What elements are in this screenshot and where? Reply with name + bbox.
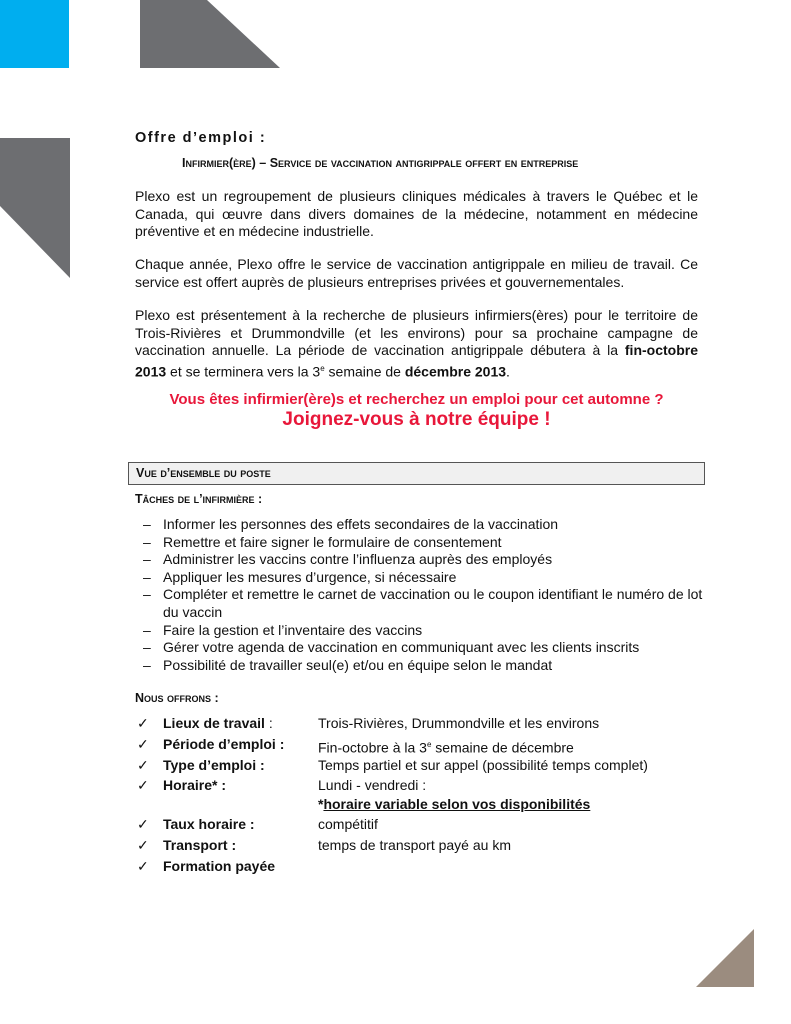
checkmark-icon: ✓: [137, 736, 149, 752]
task-text: Informer les personnes des effets secondaires de la vaccination: [163, 516, 559, 532]
label-text: Lieux de travail: [163, 715, 265, 731]
offer-label: Transport :: [163, 837, 237, 853]
recruitment-paragraph: [135, 307, 698, 381]
offer-value: Lundi - vendredi :: [318, 777, 427, 793]
offer-row: [137, 776, 707, 794]
bottom-right-triangle: [696, 929, 754, 987]
offer-row: [137, 814, 707, 835]
checkmark-icon: ✓: [137, 858, 149, 874]
p3-text: Plexo est présentement à la recherche de plusieurs infirmiers(ères) pour le territoire de Trois-Rivières et Drummondville (et les environs) pour sa prochaine campagne de vaccination annuelle. La période de vaccination antigrippale débutera à la: [135, 307, 698, 358]
offer-value: Trois-Rivières, Drummondville et les environs: [318, 715, 600, 731]
offer-row: [137, 856, 707, 877]
list-item: [143, 516, 703, 534]
checkmark-icon: ✓: [137, 816, 149, 832]
superscript: e: [320, 363, 325, 373]
dash-bullet: –: [143, 586, 151, 603]
top-gray-shape: [140, 0, 280, 68]
offer-label: [163, 713, 273, 734]
list-item: [143, 622, 703, 640]
intro-paragraph: Plexo est un regroupement de plusieurs cliniques médicales à travers le Québec et le Canada, qui œuvre dans divers domaines de la médecine, notamment en médecine préventive et en médecine industrielle.: [135, 188, 698, 239]
list-item: [143, 657, 703, 675]
dash-bullet: –: [143, 639, 151, 656]
offer-value: compétitif: [318, 816, 378, 832]
task-text: Faire la gestion et l’inventaire des vaccins: [163, 621, 423, 638]
offer-row: [137, 755, 707, 776]
task-text: Compléter et remettre le carnet de vaccination ou le coupon identifiant le numéro de lot du vaccin: [163, 586, 703, 620]
offer-row: [137, 713, 707, 734]
offer-label: Horaire* :: [163, 777, 227, 793]
offers-list: [137, 713, 707, 877]
p3-text: .: [506, 363, 510, 380]
start-date: fin-octobre 2013: [135, 342, 698, 380]
tasks-title: Tâches de l’infirmière :: [135, 492, 263, 506]
offer-label: Formation payée: [163, 858, 276, 874]
checkmark-icon: ✓: [137, 777, 149, 793]
dash-bullet: –: [143, 516, 151, 532]
service-paragraph: Chaque année, Plexo offre le service de vaccination antigrippale en milieu de travail. Ce service est offert auprès de plusieurs entreprises privées et gouvernementales.: [135, 256, 698, 290]
job-subtitle: Infirmier(ère) – Service de vaccination antigrippale offert en entreprise: [182, 156, 579, 170]
offers-title: Nous offrons :: [135, 691, 219, 705]
offer-label: Type d’emploi :: [163, 757, 265, 773]
offer-row: [137, 835, 707, 856]
dash-bullet: –: [143, 656, 151, 673]
offer-value: Temps partiel et sur appel (possibilité temps complet): [318, 757, 648, 773]
dash-bullet: –: [143, 568, 151, 585]
offer-label: Période d’emploi :: [163, 736, 285, 752]
list-item: [143, 586, 703, 621]
dash-bullet: –: [143, 621, 151, 638]
end-date: décembre 2013: [404, 363, 507, 380]
note-star: *: [318, 796, 324, 812]
offer-note-row: [137, 794, 707, 814]
offer-value: temps de transport payé au km: [318, 837, 511, 853]
label-sep: :: [264, 715, 273, 731]
checkmark-icon: ✓: [137, 715, 149, 731]
left-gray-shape: [0, 138, 70, 278]
offer-row: [137, 734, 707, 755]
task-text: Gérer votre agenda de vaccination en communiquant avec les clients inscrits: [163, 639, 640, 656]
task-text: Remettre et faire signer le formulaire de consentement: [163, 533, 502, 550]
cta-question: Vous êtes infirmier(ère)s et recherchez un emploi pour cet automne ?: [169, 391, 664, 408]
checkmark-icon: ✓: [137, 837, 149, 853]
list-item: [143, 569, 703, 587]
p3-text: semaine de: [324, 363, 405, 380]
offer-label: Taux horaire :: [163, 816, 255, 832]
checkmark-icon: ✓: [137, 757, 149, 773]
value-text: Fin-octobre à la 3: [318, 739, 427, 756]
section-header-box: [128, 462, 705, 485]
task-text: Appliquer les mesures d’urgence, si nécessaire: [163, 568, 457, 585]
task-text: Possibilité de travailler seul(e) et/ou en équipe selon le mandat: [163, 656, 553, 673]
schedule-note: [318, 794, 590, 814]
note-text: horaire variable selon vos disponibilités: [323, 796, 591, 812]
dash-bullet: –: [143, 551, 151, 568]
task-text: Administrer les vaccins contre l’influenza auprès des employés: [163, 551, 553, 568]
section-title: Vue d’ensemble du poste: [136, 466, 271, 480]
value-text: semaine de décembre: [431, 739, 574, 756]
page-title: Offre d’emploi :: [135, 130, 267, 146]
dash-bullet: –: [143, 533, 151, 550]
p3-text: et se terminera vers la 3: [166, 363, 321, 380]
tasks-list: [143, 516, 703, 674]
list-item: [143, 551, 703, 569]
list-item: [143, 534, 703, 552]
superscript: e: [426, 740, 432, 749]
cta-join: Joignez-vous à notre équipe !: [282, 409, 551, 430]
list-item: [143, 639, 703, 657]
